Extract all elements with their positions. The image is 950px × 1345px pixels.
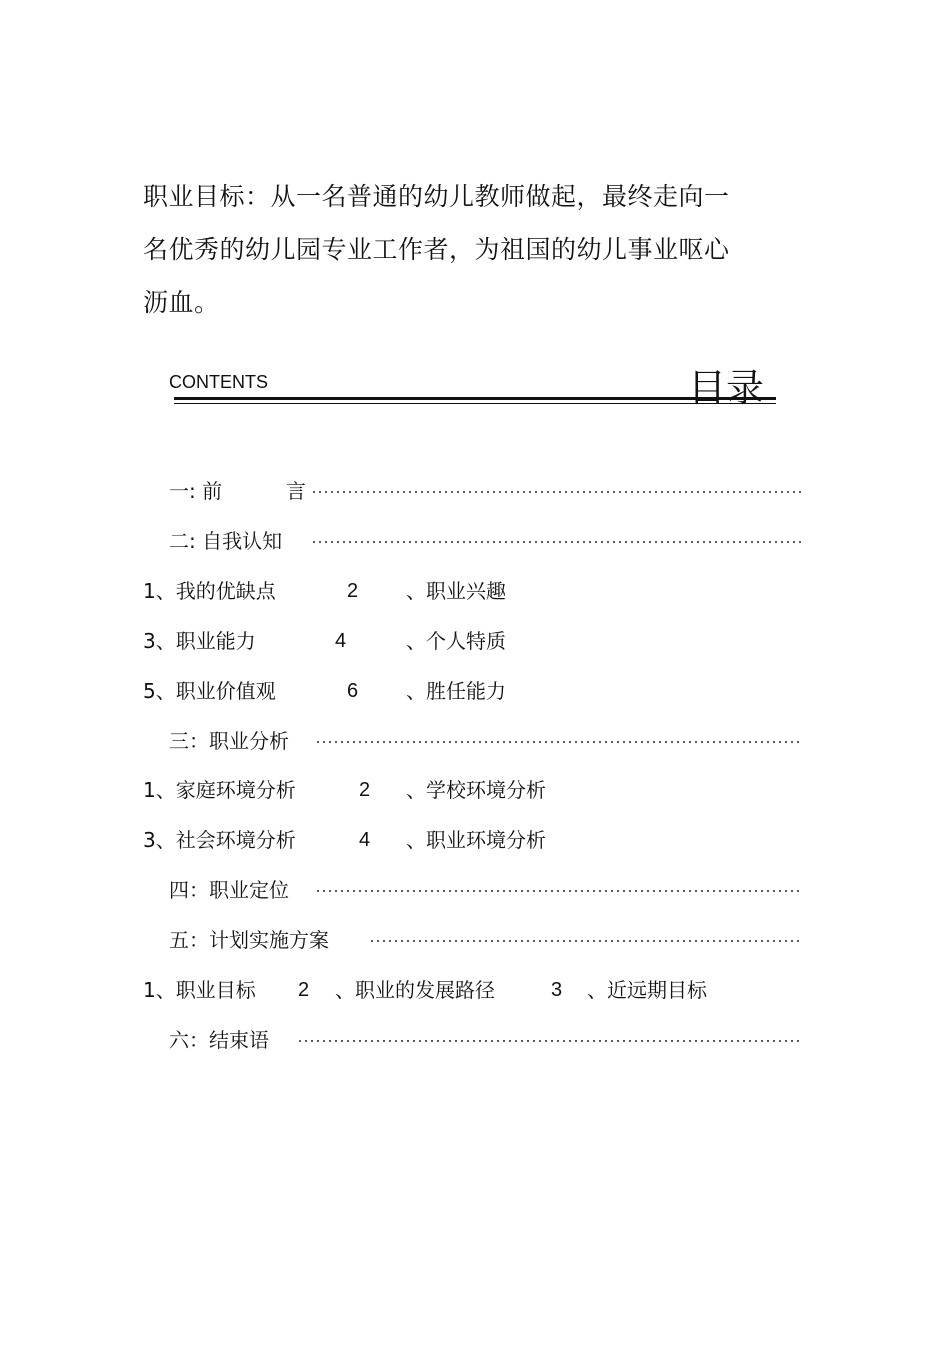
career-goal-paragraph: [143, 170, 783, 329]
contents-label: CONTENTS: [169, 372, 268, 392]
toc-subitems-row: [143, 676, 643, 706]
dot-leader: [315, 888, 803, 894]
toc-subitem: 、近远期目标: [587, 978, 707, 1002]
toc-subitem: 1、家庭环境分析: [143, 778, 296, 802]
toc-title: 目录: [688, 366, 765, 410]
toc-subitem: 1、职业目标: [143, 978, 256, 1002]
toc-subitems-row: [143, 775, 643, 805]
intro-line-1: 职业目标：从一名普通的幼儿教师做起，最终走向一: [143, 182, 730, 211]
toc-subitem-number: 3: [551, 979, 563, 1001]
toc-subitem-number: 2: [298, 979, 310, 1001]
toc-subitem: 5、职业价值观: [143, 679, 276, 703]
toc-subitems-row: [143, 626, 643, 656]
toc-subitem: 、个人特质: [406, 629, 506, 653]
toc-entry-conclusion[interactable]: [169, 1025, 809, 1055]
toc-subitem: 1、我的优缺点: [143, 579, 276, 603]
toc-subitem-number: 6: [347, 680, 359, 702]
intro-line-3: 沥血。: [143, 288, 220, 317]
intro-line-2: 名优秀的幼儿园专业工作者，为祖国的幼儿事业呕心: [143, 235, 730, 264]
toc-entry-preface[interactable]: [169, 476, 809, 506]
toc-entry-label-end: 言: [286, 479, 306, 503]
toc-subitem-number: 2: [347, 580, 359, 602]
toc-subitems-row: [143, 576, 643, 606]
toc-subitem-number: 4: [359, 829, 371, 851]
toc-entry-label: 二: 自我认知: [169, 529, 283, 553]
toc-subitem-number: 4: [335, 630, 347, 652]
toc-subitem: 3、职业能力: [143, 629, 256, 653]
toc-subitem: 、学校环境分析: [406, 778, 546, 802]
toc-subitem: 、胜任能力: [406, 679, 506, 703]
dot-leader: [311, 489, 803, 495]
toc-entry-label: 一: 前: [169, 479, 223, 503]
header-rule-thick: [174, 397, 776, 400]
toc-subitem: 、职业环境分析: [406, 828, 546, 852]
dot-leader: [369, 938, 803, 944]
toc-entry-label: 四：职业定位: [169, 878, 289, 902]
toc-entry-self-cognition[interactable]: [169, 526, 809, 556]
toc-subitems-row: [143, 825, 643, 855]
toc-entry-implementation-plan[interactable]: [169, 925, 809, 955]
toc-entry-label: 六：结束语: [169, 1028, 269, 1052]
toc-subitem: 3、社会环境分析: [143, 828, 296, 852]
toc-entry-career-positioning[interactable]: [169, 875, 809, 905]
toc-subitem: 、职业兴趣: [406, 579, 506, 603]
toc-entry-label: 五：计划实施方案: [169, 928, 329, 952]
toc-subitems-row: [143, 975, 763, 1005]
toc-entry-career-analysis[interactable]: [169, 726, 809, 756]
dot-leader: [297, 1038, 803, 1044]
dot-leader: [311, 539, 803, 545]
toc-entry-label: 三：职业分析: [169, 729, 289, 753]
header-rule-thin: [174, 403, 776, 404]
toc-subitem-number: 2: [359, 779, 371, 801]
toc-subitem: 、职业的发展路径: [335, 978, 495, 1002]
dot-leader: [315, 739, 803, 745]
